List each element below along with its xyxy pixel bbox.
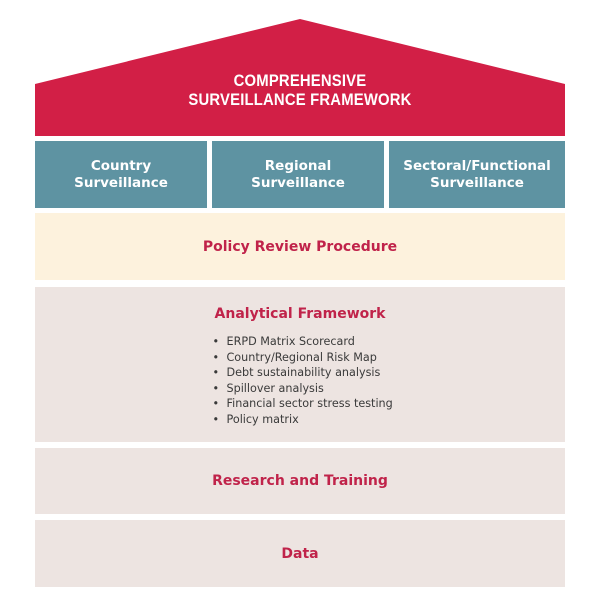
pillar-label-line2: Surveillance (251, 174, 345, 191)
roof-title-line2: SURVEILLANCE FRAMEWORK (188, 91, 412, 109)
list-item: • Policy matrix (213, 412, 388, 428)
data-band (35, 520, 565, 587)
list-item: • Financial sector stress testing (213, 396, 388, 412)
list-item: • Spillover analysis (213, 381, 388, 397)
research-and-training-label: Research and Training (212, 473, 388, 489)
pillar-label-line1: Country (90, 157, 152, 174)
roof-title-line1: COMPREHENSIVE (233, 72, 367, 90)
pillar-sectoral-functional-surveillance (389, 141, 565, 208)
policy-review-label: Policy Review Procedure (202, 238, 398, 255)
data-label: Data (281, 545, 319, 562)
analytical-framework-list (213, 334, 393, 428)
pillar-label-line1: Sectoral/Functional (403, 157, 551, 174)
pillar-label-line1: Regional (264, 157, 332, 174)
pillar-country-surveillance (35, 141, 207, 208)
policy-review-band (35, 213, 565, 280)
pillar-label-line2: Surveillance (430, 174, 524, 191)
pillar-regional-surveillance (212, 141, 384, 208)
list-item: • Country/Regional Risk Map (213, 350, 388, 366)
analytical-framework-title: Analytical Framework (214, 306, 386, 322)
analytical-framework-band (35, 287, 565, 442)
pillar-label-line2: Surveillance (74, 174, 168, 191)
research-and-training-band (35, 448, 565, 514)
roof (0, 0, 600, 140)
list-item: • ERPD Matrix Scorecard (213, 334, 388, 350)
list-item: • Debt sustainability analysis (213, 365, 388, 381)
roof-title (62, 72, 539, 110)
